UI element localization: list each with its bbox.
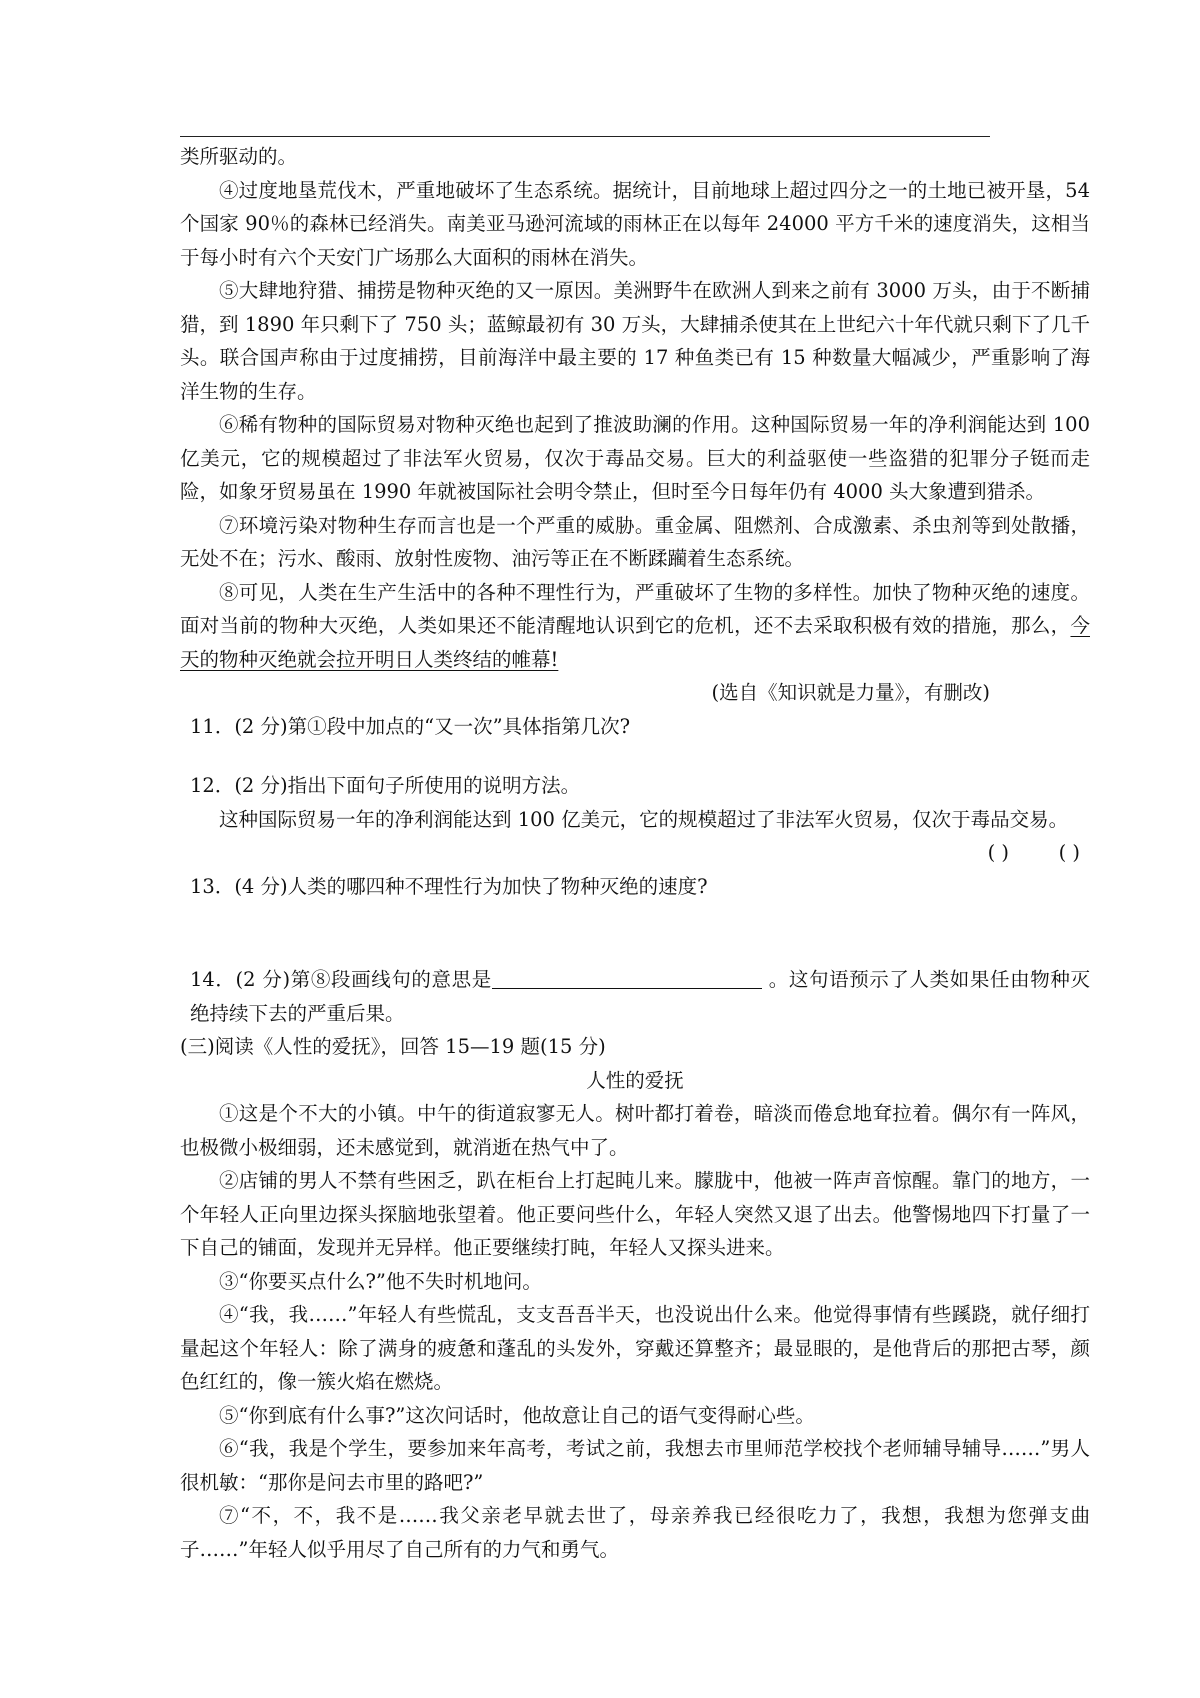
underlined-sentence: 今天的物种灭绝就会拉开明日人类终结的帷幕! bbox=[180, 614, 1090, 671]
story-paragraph-4: ④“我，我……”年轻人有些慌乱，支支吾吾半天，也没说出什么来。他觉得事情有些蹊跷，就仔细打量起这个年轻人：除了满身的疲惫和蓬乱的头发外，穿戴还算整齐；最显眼的，是他背后的那把古琴，颜色红红的，像一簇火焰在燃烧。 bbox=[180, 1303, 1090, 1393]
story-paragraph-3: ③“你要买点什么?”他不失时机地问。 bbox=[219, 1269, 542, 1293]
story-paragraph-6: ⑥“我，我是个学生，要参加来年高考，考试之前，我想去市里师范学校找个老师辅导辅导……”男人很机敏：“那你是问去市里的路吧?” bbox=[180, 1437, 1090, 1494]
question-11: 11．(2 分)第①段中加点的“又一次”具体指第几次? bbox=[190, 714, 631, 738]
source-citation: (选自《知识就是力量》，有删改) bbox=[711, 681, 990, 704]
paragraph-8-text: ⑧可见，人类在生产生活中的各种不理性行为，严重破坏了生物的多样性。加快了物种灭绝的速度。面对当前的物种大灭绝，人类如果还不能清醒地认识到它的危机，还不去采取积极有效的措施，那么， bbox=[180, 580, 1090, 637]
question-13: 13．(4 分)人类的哪四种不理性行为加快了物种灭绝的速度? bbox=[190, 874, 708, 898]
answer-parentheses bbox=[180, 836, 1090, 870]
question-14 bbox=[180, 963, 1090, 1030]
question-14-text-a: 14．(2 分)第⑧段画线句的意思是 bbox=[190, 968, 492, 991]
answer-blank[interactable] bbox=[492, 966, 762, 989]
answer-paren-2: ( ) bbox=[1058, 841, 1080, 864]
paragraph-6: ⑥稀有物种的国际贸易对物种灭绝也起到了推波助澜的作用。这种国际贸易一年的净利润能达到 100 亿美元，它的规模超过了非法军火贸易，仅次于毒品交易。巨大的利益驱使一些盗猎的犯罪分子铤而走险，如象牙贸易虽在 1990 年就被国际社会明令禁止，但时至今日每年仍有 4000 头大象遭到猎杀。 bbox=[180, 413, 1090, 503]
question-12-sentence: 这种国际贸易一年的净利润能达到 100 亿美元，它的规模超过了非法军火贸易，仅次于毒品交易。 bbox=[219, 807, 1069, 831]
question-14-text-b: 。这句语预示了人类如果任由物种灭绝持续下去的严重后果。 bbox=[190, 968, 1090, 1025]
story-paragraph-1: ①这是个不大的小镇。中午的街道寂寥无人。树叶都打着卷，暗淡而倦怠地耷拉着。偶尔有一阵风，也极微小极细弱，还未感觉到，就消逝在热气中了。 bbox=[180, 1102, 1090, 1159]
story-paragraph-5: ⑤“你到底有什么事?”这次问话时，他故意让自己的语气变得耐心些。 bbox=[219, 1403, 815, 1427]
document-body bbox=[180, 140, 1090, 1566]
paragraph-4: ④过度地垦荒伐木，严重地破坏了生态系统。据统计，目前地球上超过四分之一的土地已被开垦，54 个国家 90％的森林已经消失。南美亚马逊河流域的雨林正在以每年 24000 平方千米的速度消失，这相当于每小时有六个天安门广场那么大面积的雨林在消失。 bbox=[180, 178, 1090, 269]
answer-paren-1: ( ) bbox=[987, 841, 1009, 864]
question-12: 12．(2 分)指出下面句子所使用的说明方法。 bbox=[190, 774, 581, 797]
header-rule bbox=[180, 136, 990, 137]
story-paragraph-7: ⑦“不，不，我不是……我父亲老早就去世了，母亲养我已经很吃力了，我想，我想为您弹支曲子……”年轻人似乎用尽了自己所有的力气和勇气。 bbox=[180, 1504, 1090, 1561]
paragraph-continued: 类所驱动的。 bbox=[180, 145, 298, 168]
story-paragraph-2: ②店铺的男人不禁有些困乏，趴在柜台上打起盹儿来。朦胧中，他被一阵声音惊醒。靠门的地方，一个年轻人正向里边探头探脑地张望着。他正要问些什么，年轻人突然又退了出去。他警惕地四下打量了一下自己的铺面，发现并无异样。他正要继续打盹，年轻人又探头进来。 bbox=[180, 1169, 1090, 1259]
paragraph-5: ⑤大肆地狩猎、捕捞是物种灭绝的又一原因。美洲野牛在欧洲人到来之前有 3000 万头，由于不断捕猎，到 1890 年只剩下了 750 头；蓝鲸最初有 30 万头，大肆捕杀使其在上世纪六十年代就只剩下了几千头。联合国声称由于过度捕捞，目前海洋中最主要的 17 种鱼类已有 15 种数量大幅减少，严重影响了海洋生物的生存。 bbox=[180, 279, 1090, 403]
paragraph-8 bbox=[180, 576, 1090, 677]
story-title: 人性的爱抚 bbox=[586, 1068, 684, 1092]
paragraph-7: ⑦环境污染对物种生存而言也是一个严重的威胁。重金属、阻燃剂、合成激素、杀虫剂等到处散播，无处不在；污水、酸雨、放射性废物、油污等正在不断蹂躏着生态系统。 bbox=[180, 513, 1090, 570]
section-3-heading: (三)阅读《人性的爱抚》，回答 15—19 题(15 分) bbox=[180, 1035, 606, 1058]
